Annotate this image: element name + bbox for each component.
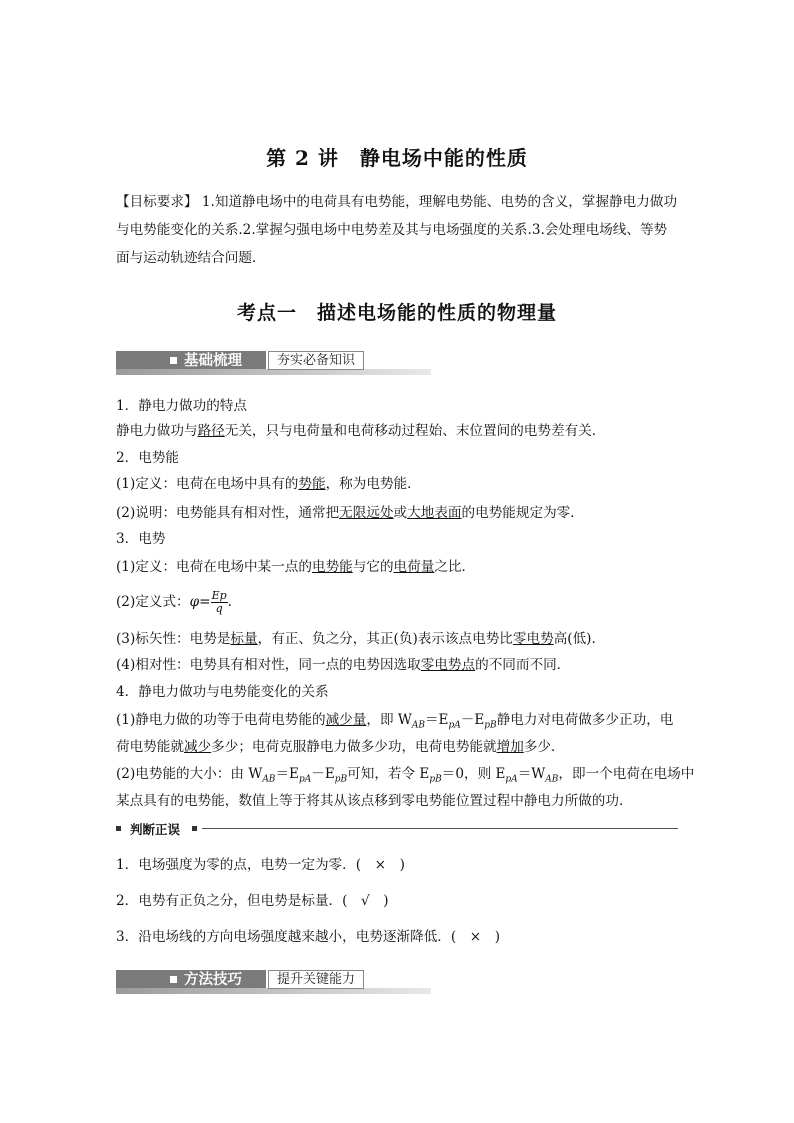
banner-tag: 夯实必备知识: [268, 351, 364, 370]
paragraph-1: 静电力做功与路径无关，只与电荷量和电荷移动过程始、末位置间的电势差有关．: [116, 423, 606, 439]
judge-item: 2．电势有正负之分，但电势是标量．( √ ): [116, 893, 389, 909]
paragraph-8: (1)静电力做的功等于电荷电势能的减少量，即 $W_{AB}=E_{pA}-E_{pB}$静电力对电荷做多少正功，电: [116, 712, 674, 731]
paragraph-9: 荷电势能就减少多少；电荷克服静电力做多少功，电荷电势能就增加多少．: [116, 739, 565, 755]
heading-4: 4．静电力做功与电势能变化的关系: [116, 684, 329, 700]
banner-tag: 提升关键能力: [268, 970, 364, 989]
paragraph-11: 某点具有的电势能，数值上等于将其从该点移到零电势能位置过程中静电力所做的功．: [116, 793, 633, 809]
objectives-tag: 【目标要求】: [116, 194, 198, 210]
heading-2: 2．电势能: [116, 450, 180, 466]
objectives-line-3: 面与运动轨迹结合问题.: [116, 250, 257, 266]
square-bullet-icon: [170, 357, 177, 364]
page-title: 第 2 讲 静电场中能的性质: [266, 146, 528, 170]
paragraph-5-formula: (2)定义式：φ= $\frac{Ep}{q}$ .: [116, 589, 232, 615]
banner-basic-review: [116, 351, 431, 377]
judge-section-header: [116, 822, 678, 836]
paragraph-6: (3)标矢性：电势是标量，有正、负之分，其正(负)表示该点电势比零电势高(低)．: [116, 631, 606, 647]
judge-item: 1．电场强度为零的点，电势一定为零．( × ): [116, 857, 405, 873]
fraction: $\frac{Ep}{q}$: [211, 589, 227, 615]
objectives-line-2: 与电势能变化的关系.2.掌握匀强电场中电势差及其与电场强度的关系.3.会处理电场线、等势: [116, 222, 668, 238]
judge-item: 3．沿电场线的方向电场强度越来越小，电势逐渐降低．( × ): [116, 929, 501, 945]
divider: [202, 828, 678, 829]
paragraph-4: (1)定义：电荷在电场中某一点的电势能与它的电荷量之比．: [116, 559, 476, 575]
banner-label: 基础梳理: [184, 353, 242, 369]
paragraph-3: (2)说明：电势能具有相对性，通常把无限远处或大地表面的电势能规定为零．: [116, 505, 584, 521]
square-bullet-icon: [116, 826, 121, 831]
square-bullet-icon: [170, 976, 177, 983]
paragraph-10: (2)电势能的大小：由 $W_{AB}=E_{pA}-E_{pB}$可知，若令 $E_{pB}=0$，则 $E_{pA}=W_{AB}$，即一个电荷在电场中: [116, 766, 695, 785]
banner-label: 方法技巧: [184, 972, 242, 988]
heading-3: 3．电势: [116, 531, 166, 547]
judge-label: 判断正误: [130, 822, 181, 837]
heading-1: 1．静电力做功的特点: [116, 398, 247, 414]
section-title: 考点一 描述电场能的性质的物理量: [236, 302, 557, 324]
paragraph-7: (4)相对性：电势具有相对性，同一点的电势因选取零电势点的不同而不同．: [116, 657, 571, 673]
objectives-line-1: 【目标要求】 1.知道静电场中的电荷具有电势能，理解电势能、电势的含义，掌握静电力做功: [116, 194, 678, 210]
paragraph-2: (1)定义：电荷在电场中具有的势能，称为电势能．: [116, 476, 421, 492]
square-bullet-icon: [192, 826, 197, 831]
banner-method-skills: [116, 970, 431, 996]
